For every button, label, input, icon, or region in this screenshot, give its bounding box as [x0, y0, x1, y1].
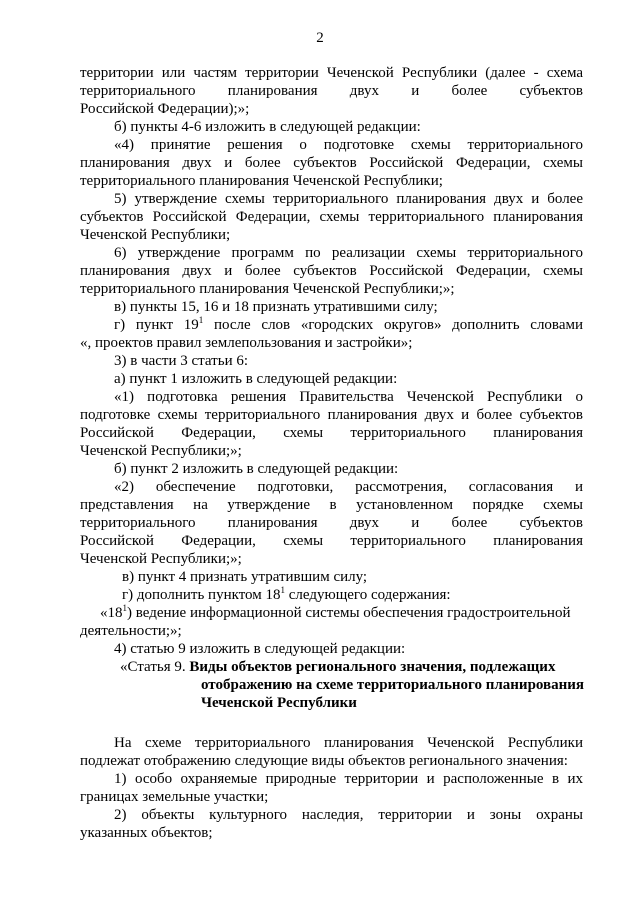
text-line: планирования двух и более субъектов Российской Федерации, схемы — [80, 155, 583, 171]
text-line: Чеченской Республики;»; — [80, 551, 242, 567]
article-heading-line — [80, 658, 583, 676]
text-line: 3) в части 3 статьи 6: — [114, 353, 249, 369]
text-line: 4) статью 9 изложить в следующей редакции: — [114, 641, 406, 657]
article-title: Виды объектов регионального значения, подлежащих — [189, 659, 556, 675]
article-label: «Статья 9. — [120, 659, 190, 675]
text-line: территориального планирования двух и более субъектов — [80, 515, 583, 531]
text-segment: «18 — [100, 605, 123, 621]
text-line: «1) подготовка решения Правительства Чеченской Республики о — [114, 389, 583, 405]
text-line: «4) принятие решения о подготовке схемы территориального — [114, 137, 583, 153]
text-line — [80, 586, 583, 604]
text-line: подготовке схемы территориального планирования двух и более субъектов — [80, 407, 583, 423]
text-segment: после слов «городских округов» дополнить словами — [203, 317, 583, 333]
text-line: Чеченской Республики; — [80, 227, 231, 243]
text-line: Российской Федерации, схемы территориального планирования — [80, 533, 583, 549]
text-line: территориального планирования Чеченской Республики;»; — [80, 281, 455, 297]
text-line: субъектов Российской Федерации, схемы территориального планирования — [80, 209, 583, 225]
text-line: представления на утверждение в установленном порядке схемы — [80, 497, 583, 513]
text-line: 1) особо охраняемые природные территории и расположенные в их — [114, 771, 583, 787]
superscript: 1 — [198, 315, 204, 325]
superscript: 1 — [280, 585, 286, 595]
text-line: «2) обеспечение подготовки, рассмотрения, согласования и — [114, 479, 583, 495]
text-line: Российской Федерации);»; — [80, 101, 250, 117]
text-line: деятельности;»; — [80, 623, 182, 639]
text-line: 2) объекты культурного наследия, территории и зоны охраны — [114, 807, 583, 823]
text-line: Российской Федерации, схемы территориального планирования — [80, 425, 583, 441]
page-number: 2 — [316, 30, 324, 46]
text-line — [80, 316, 583, 334]
text-line: Чеченской Республики;»; — [80, 443, 242, 459]
text-line: указанных объектов; — [80, 825, 213, 841]
text-line: подлежат отображению следующие виды объектов регионального значения: — [80, 753, 568, 769]
spacer — [80, 712, 583, 734]
text-line: б) пункт 2 изложить в следующей редакции: — [114, 461, 399, 477]
superscript: 1 — [122, 603, 127, 613]
text-line: 5) утверждение схемы территориального планирования двух и более — [114, 191, 583, 207]
text-line: в) пункты 15, 16 и 18 признать утратившими силу; — [114, 299, 438, 315]
text-line: территории или частям территории Чеченской Республики (далее - схема — [80, 65, 583, 81]
article-title: Чеченской Республики — [201, 695, 357, 711]
text-segment: следующего содержания: — [285, 587, 451, 603]
text-line: а) пункт 1 изложить в следующей редакции: — [114, 371, 398, 387]
article-title: отображению на схеме территориального планирования — [201, 677, 585, 693]
text-segment: г) дополнить пунктом 18 — [122, 587, 281, 603]
text-line: границах земельные участки; — [80, 789, 269, 805]
text-line: в) пункт 4 признать утратившим силу; — [122, 569, 368, 585]
text-line: На схеме территориального планирования Чеченской Республики — [114, 735, 583, 751]
text-line: «, проектов правил землепользования и застройки»; — [80, 335, 413, 351]
text-segment: г) пункт 19 — [114, 317, 199, 333]
text-line: планирования двух и более субъектов Российской Федерации, схемы — [80, 263, 583, 279]
document-body — [80, 64, 583, 842]
text-line: территориального планирования Чеченской Республики; — [80, 173, 443, 189]
text-line: территориального планирования двух и более субъектов — [80, 83, 583, 99]
text-line: 6) утверждение программ по реализации схемы территориального — [114, 245, 583, 261]
text-segment: ) ведение информационной системы обеспечения градостроительной — [127, 605, 571, 621]
text-line — [80, 604, 583, 622]
text-line: б) пункты 4-6 изложить в следующей редакции: — [114, 119, 421, 135]
